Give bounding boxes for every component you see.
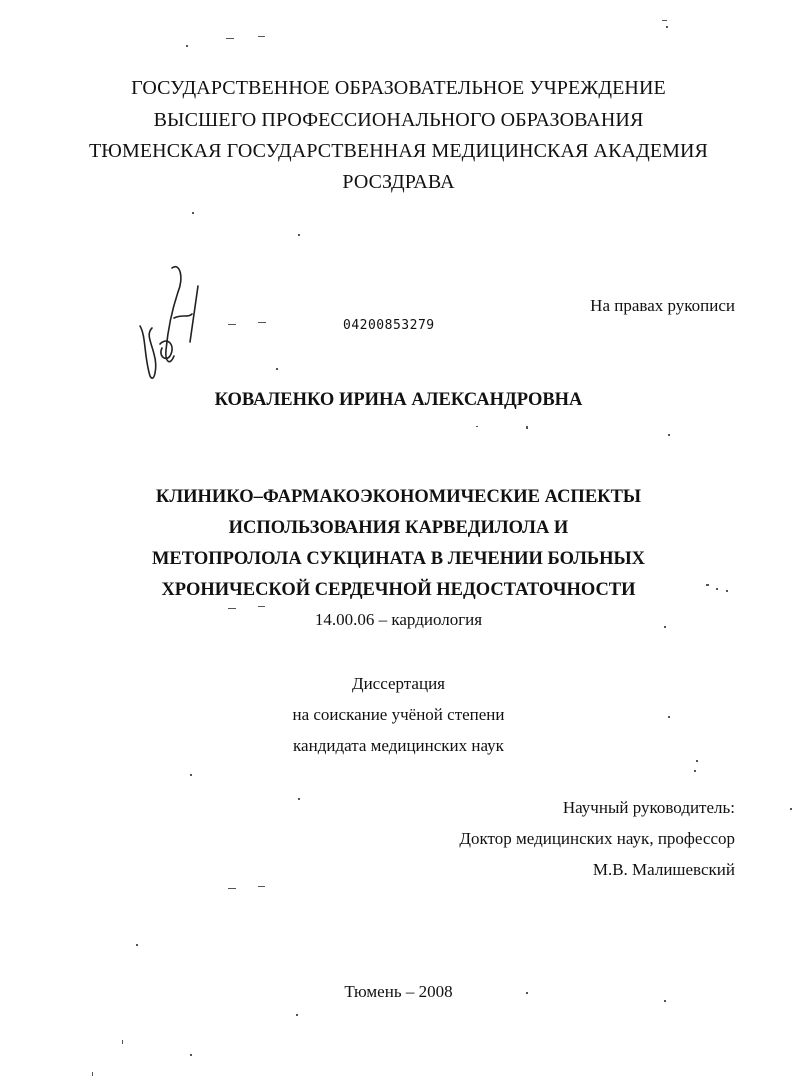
registration-number: 04200853279 [343, 318, 435, 333]
specialty: 14.00.06 – кардиология [314, 610, 483, 629]
supervisor-degree: Доктор медицинских наук, профессор [459, 829, 735, 848]
institution-line-1: ГОСУДАРСТВЕННОЕ ОБРАЗОВАТЕЛЬНОЕ УЧРЕЖДЕНИЕ [131, 77, 666, 99]
manuscript-note: На правах рукописи [590, 296, 735, 315]
title-line-4: ХРОНИЧЕСКОЙ СЕРДЕЧНОЙ НЕДОСТАТОЧНОСТИ [161, 580, 636, 600]
title-line-1: КЛИНИКО–ФАРМАКОЭКОНОМИЧЕСКИЕ АСПЕКТЫ [155, 487, 642, 507]
city-year: Тюмень – 2008 [344, 982, 453, 1001]
dissertation-degree-line: на соискание учёной степени [292, 705, 505, 724]
author-name: КОВАЛЕНКО ИРИНА АЛЕКСАНДРОВНА [214, 390, 583, 410]
title-line-3: МЕТОПРОЛОЛА СУКЦИНАТА В ЛЕЧЕНИИ БОЛЬНЫХ [151, 549, 646, 569]
supervisor-label: Научный руководитель: [562, 798, 735, 817]
dissertation-label: Диссертация [351, 674, 445, 693]
institution-line-2: ВЫСШЕГО ПРОФЕССИОНАЛЬНОГО ОБРАЗОВАНИЯ [153, 109, 644, 131]
institution-line-3: ТЮМЕНСКАЯ ГОСУДАРСТВЕННАЯ МЕДИЦИНСКАЯ АКАДЕМИЯ [88, 140, 708, 162]
dissertation-field-line: кандидата медицинских наук [293, 736, 504, 755]
supervisor-name: М.В. Малишевский [592, 860, 735, 879]
institution-line-4: РОСЗДРАВА [342, 171, 455, 193]
title-line-2: ИСПОЛЬЗОВАНИЯ КАРВЕДИЛОЛА И [228, 518, 569, 538]
handwritten-signature [132, 258, 212, 388]
